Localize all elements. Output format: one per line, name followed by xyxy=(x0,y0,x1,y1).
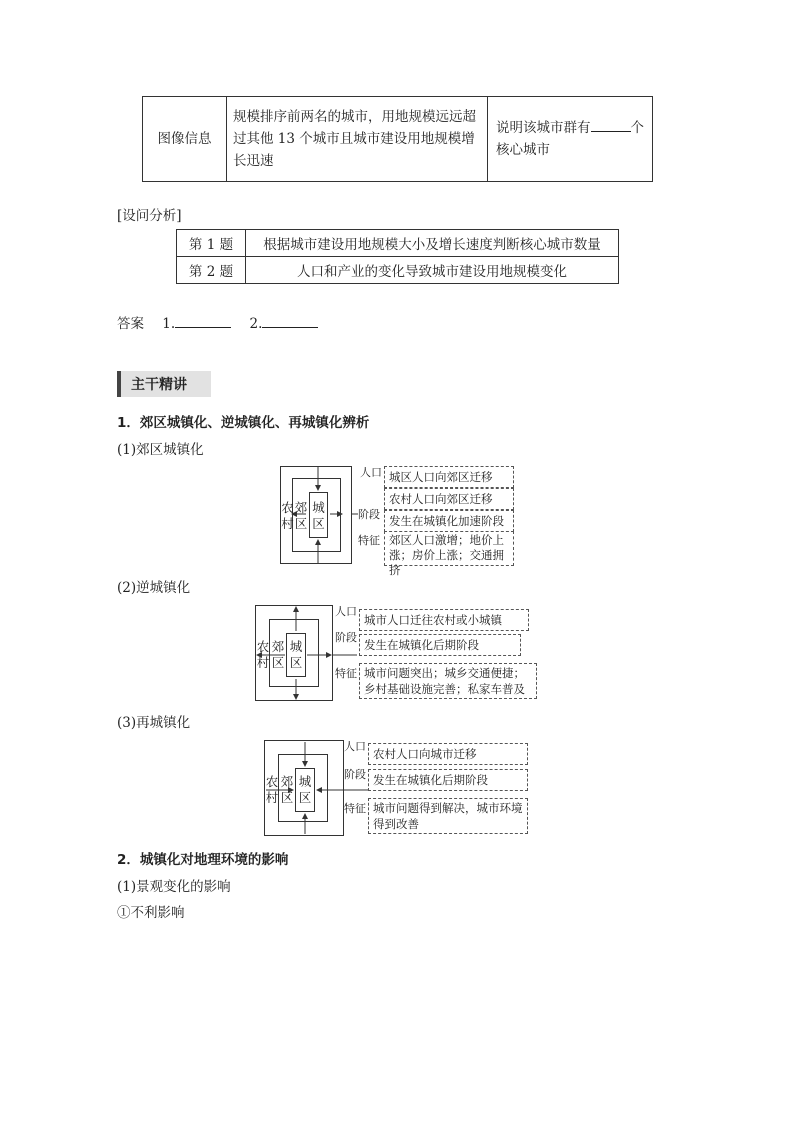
d2-stage: 发生在城镇化后期阶段 xyxy=(359,634,521,656)
sub-heading-2: (2)逆城镇化 xyxy=(117,580,191,596)
d3-feat: 城市问题得到解决，城市环境得到改善 xyxy=(368,798,528,834)
zone-rural-3: 农 村 xyxy=(265,774,279,805)
conclusion-post: 个核心城市 xyxy=(496,120,644,158)
d2-feat: 城市问题突出；城乡交通便捷；乡村基础设施完善；私家车普及 xyxy=(359,663,537,699)
d2-pop: 城市人口迁往农村或小城镇 xyxy=(359,609,529,631)
zone-suburb-3: 郊 区 xyxy=(280,774,294,805)
zone-suburb-2: 郊 区 xyxy=(271,639,285,670)
answer-n2: 2. xyxy=(249,316,263,332)
heading-1: 1．郊区城镇化、逆城镇化、再城镇化辨析 xyxy=(117,415,370,431)
d1-stage: 发生在城镇化加速阶段 xyxy=(384,510,514,532)
label-stage-3: 阶段 xyxy=(344,768,366,781)
label-stage-1: 阶段 xyxy=(358,508,380,521)
zone-city: 城 区 xyxy=(312,500,325,531)
sub-heading-3: (3)再城镇化 xyxy=(117,715,191,731)
zone-suburb: 郊 区 xyxy=(294,500,308,531)
answer-line xyxy=(117,312,318,332)
analysis-title: [设问分析] xyxy=(117,208,182,224)
analysis-q2: 第 2 题 xyxy=(177,257,246,284)
diagram-suburbanization xyxy=(278,464,518,577)
label-feat-1: 特征 xyxy=(358,534,380,547)
diagram-counterurbanization xyxy=(255,603,540,703)
analysis-q1: 第 1 题 xyxy=(177,230,246,257)
zone-rural: 农 村 xyxy=(281,500,294,531)
zone-city-3: 城 区 xyxy=(298,774,312,805)
label-feat-3: 特征 xyxy=(344,802,366,815)
arrows-3 xyxy=(264,738,374,838)
zone-rural-2: 农 村 xyxy=(256,639,270,670)
label-pop-3: 人口 xyxy=(344,740,366,753)
label-stage-2: 阶段 xyxy=(335,631,357,644)
info-table-conclusion xyxy=(488,97,653,182)
conclusion-pre: 说明该城市群有 xyxy=(496,120,591,136)
info-table xyxy=(142,96,653,182)
section-title: 主干精讲 xyxy=(117,371,211,397)
info-table-label: 图像信息 xyxy=(143,97,227,182)
answer-n1: 1. xyxy=(162,316,176,332)
d1-pop1: 城区人口向郊区迁移 xyxy=(384,466,514,488)
diagram-reurbanization xyxy=(264,738,532,838)
analysis-table xyxy=(176,229,619,284)
sub-heading-2b: ①不利影响 xyxy=(117,905,185,921)
analysis-text1: 根据城市建设用地规模大小及增长速度判断核心城市数量 xyxy=(246,230,619,257)
answer-blank-2 xyxy=(262,315,318,328)
info-table-text: 规模排序前两名的城市，用地规模远远超过其他 13 个城市且城市建设用地规模增长迅速 xyxy=(227,97,488,182)
d3-stage: 发生在城镇化后期阶段 xyxy=(368,769,528,791)
answer-label: 答案 xyxy=(117,316,144,332)
d1-pop2: 农村人口向郊区迁移 xyxy=(384,488,514,510)
label-pop-2: 人口 xyxy=(335,605,357,618)
arrows-2 xyxy=(255,603,365,703)
analysis-text2: 人口和产业的变化导致城市建设用地规模变化 xyxy=(246,257,619,284)
sub-heading-1: (1)郊区城镇化 xyxy=(117,442,204,458)
d1-feat: 郊区人口激增；地价上涨；房价上涨；交通拥挤 xyxy=(384,531,514,566)
answer-blank-1 xyxy=(175,315,231,328)
sub-heading-2a: (1)景观变化的影响 xyxy=(117,879,231,895)
label-pop-1: 人口 xyxy=(360,466,382,479)
label-feat-2: 特征 xyxy=(335,667,357,680)
answer-blank xyxy=(591,119,631,132)
d3-pop: 农村人口向城市迁移 xyxy=(368,743,528,765)
zone-city-2: 城 区 xyxy=(289,639,303,670)
heading-2: 2．城镇化对地理环境的影响 xyxy=(117,852,289,868)
